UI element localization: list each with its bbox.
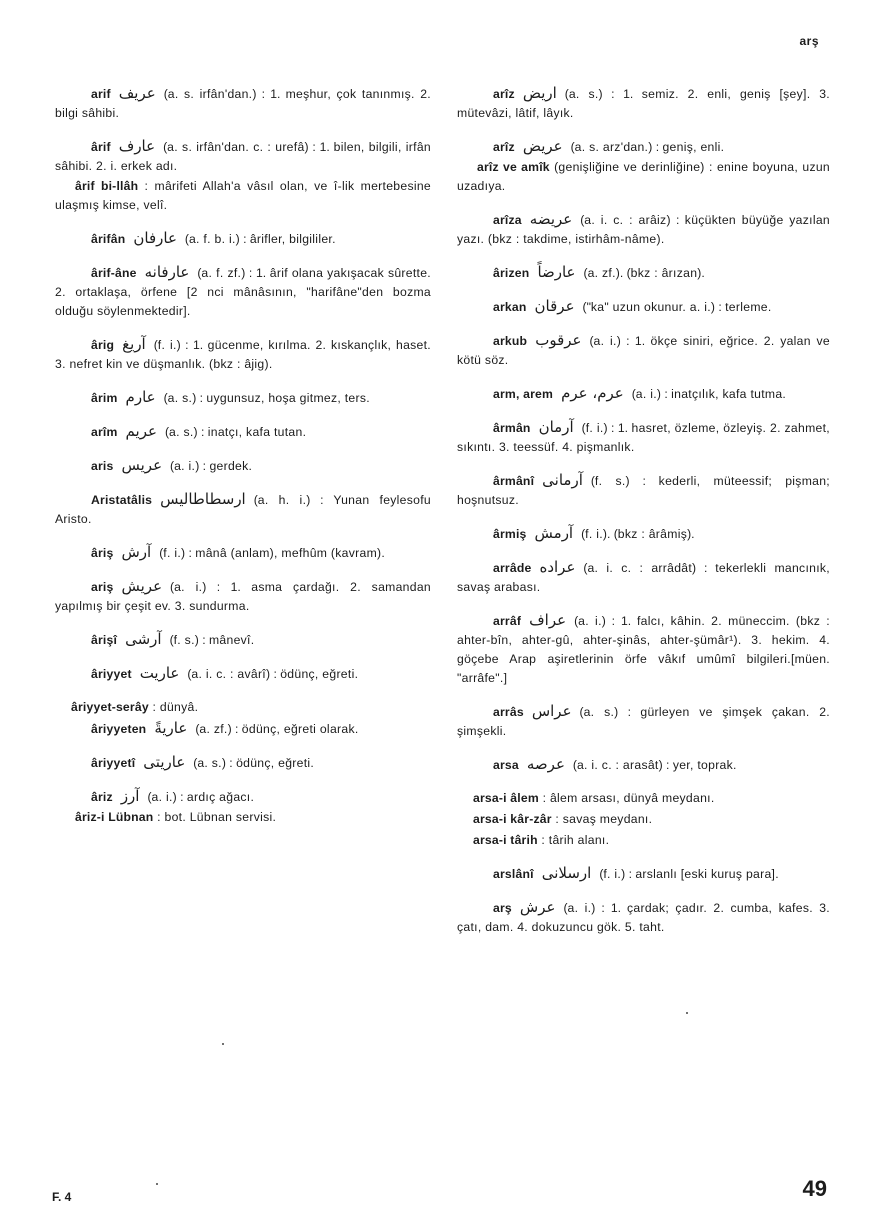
entry-ottoman-script: ارسلانی xyxy=(541,864,592,882)
dictionary-entry xyxy=(457,611,830,688)
running-head: arş xyxy=(799,34,819,48)
entry-headword: arîz ve amîk xyxy=(477,160,550,174)
dictionary-entry xyxy=(457,331,830,370)
entry-definition: (f. s.) : kederli, müteessif; pişman; hoşnutsuz. xyxy=(457,474,830,507)
dictionary-entry xyxy=(55,263,431,321)
entry-headword: arkan xyxy=(493,300,527,314)
entry-ottoman-script: عرش xyxy=(519,898,556,916)
speck-mark xyxy=(156,1183,158,1185)
entry-ottoman-script: عارضاً xyxy=(537,263,576,281)
dictionary-entry xyxy=(55,335,431,374)
entry-headword: ârim xyxy=(91,391,118,405)
entry-definition: (a. f. b. i.) : ârifler, bilgililer. xyxy=(184,232,336,246)
entry-ottoman-script: عریش xyxy=(121,577,163,595)
entry-definition: (f. i.) : mânâ (anlam), mefhûm (kavram). xyxy=(159,546,386,560)
entry-definition: (a. i. c. : arrâdât) : tekerlekli mancınık, savaş arabası. xyxy=(457,561,830,594)
dictionary-entry xyxy=(55,787,431,807)
entry-definition: (f. i.) : 1. hasret, özleme, özleyiş. 2. zahmet, sıkıntı. 3. teessüf. 4. pişmanlık. xyxy=(457,421,830,454)
entry-definition: (a. i. c. : arasât) : yer, toprak. xyxy=(572,758,737,772)
entry-headword: âriyyet-serây xyxy=(71,700,149,714)
dictionary-entry xyxy=(55,229,431,249)
dictionary-entry xyxy=(457,263,830,283)
entry-headword: âriz xyxy=(91,790,113,804)
entry-headword: ârmân xyxy=(493,421,531,435)
entry-ottoman-script: ارسطاطالیس xyxy=(160,490,246,508)
entry-ottoman-script: عاریت xyxy=(139,664,180,682)
entry-definition: : savaş meydanı. xyxy=(555,812,653,826)
entry-headword: arîm xyxy=(91,425,118,439)
dictionary-entry xyxy=(457,297,830,317)
entry-headword: arş xyxy=(493,901,512,915)
dictionary-entry xyxy=(457,702,830,741)
entry-definition: (a. i.) : 1. falcı, kâhin. 2. müneccim. (bkz : ahter-bîn, ahter-gû, ahter-şinâs, ahter-şümâr¹). 3. hekim. 4. göçebe Arap aşiretlerinin örfe vâkıf umûmî bilgileri.[müen. "arrâfe".] xyxy=(457,614,830,685)
entry-headword: ârmiş xyxy=(493,527,527,541)
entry-headword: ârig xyxy=(91,338,115,352)
entry-definition: : mârifeti Allah'a vâsıl olan, ve î-lik mertebesine ulaşmış kimse, velî. xyxy=(55,179,432,212)
entry-definition: ("ka" uzun okunur. a. i.) : terleme. xyxy=(582,300,772,314)
entry-definition: (a. i. c. : avârî) : ödünç, eğreti. xyxy=(187,667,359,681)
entry-headword: ârif-âne xyxy=(91,266,137,280)
entry-headword: arîz xyxy=(493,87,515,101)
printer-signature: F. 4 xyxy=(52,1190,72,1204)
entry-ottoman-script: آرش xyxy=(121,543,152,561)
entry-definition: (a. h. i.) : Yunan feylesofu Aristo. xyxy=(55,493,431,526)
entry-definition: (a. s.) : 1. semiz. 2. enli, geniş [şey]. 3. mütevâzi, lâtif, lâyık. xyxy=(457,87,830,120)
entry-ottoman-script: آریغ xyxy=(122,335,146,353)
dictionary-entry xyxy=(55,630,431,650)
entry-ottoman-script: عارم xyxy=(125,388,156,406)
entry-headword: ârişî xyxy=(91,633,118,647)
dictionary-entry xyxy=(457,524,830,544)
entry-definition: (a. i.) : 1. çardak; çadır. 2. cumba, kafes. 3. çatı, dam. 4. dokuzuncu gök. 5. taht. xyxy=(457,901,830,934)
entry-definition: (a. f. zf.) : 1. ârif olana yakışacak sûrette. 2. ortaklaşa, örfene [2 nci mânâsının, "harifâne"den bozma olduğu söylenmektedir]. xyxy=(55,266,431,318)
page-number: 49 xyxy=(802,1176,827,1201)
entry-definition: (genişliğine ve derinliğine) : enine boyuna, uzun uzadıya. xyxy=(457,160,830,193)
entry-definition: (a. zf.) : ödünç, eğreti olarak. xyxy=(195,722,359,736)
entry-headword: arsa-i âlem xyxy=(473,791,539,805)
entry-definition: (f. i.) : 1. gücenme, kırılma. 2. kıskançlık, haset. 3. nefret kin ve düşmanlık. (bkz : âjig). xyxy=(55,338,431,371)
entry-headword: âriş xyxy=(91,546,114,560)
left-column xyxy=(55,84,431,841)
entry-headword: arrâde xyxy=(493,561,532,575)
entry-ottoman-script: عراده xyxy=(539,558,576,576)
entry-definition: (a. s.) : uygunsuz, hoşa gitmez, ters. xyxy=(163,391,370,405)
entry-ottoman-script: عراس xyxy=(531,702,572,720)
entry-definition: : âlem arsası, dünyâ meydanı. xyxy=(542,791,715,805)
entry-headword: ârif bi-llâh xyxy=(75,179,139,193)
entry-headword: âriyyet xyxy=(91,667,132,681)
dictionary-entry xyxy=(55,388,431,408)
entry-headword: arsa xyxy=(493,758,519,772)
entry-headword: arîza xyxy=(493,213,522,227)
entry-ottoman-script: عاریتی xyxy=(143,753,186,771)
dictionary-entry xyxy=(457,558,830,597)
dictionary-entry xyxy=(55,577,431,616)
entry-definition: (a. i.) : 1. ökçe siniri, eğrice. 2. yalan ve kötü söz. xyxy=(457,334,830,367)
dictionary-entry xyxy=(55,808,431,827)
entry-headword: aris xyxy=(91,459,114,473)
dictionary-entry xyxy=(55,753,431,773)
entry-ottoman-script: عریم xyxy=(125,422,157,440)
dictionary-entry xyxy=(55,698,431,717)
entry-definition: (a. s. irfân'dan. c. : urefâ) : 1. bilen, bilgili, irfân sâhibi. 2. i. erkek adı. xyxy=(55,140,431,173)
entry-ottoman-script: عرقوب xyxy=(535,331,582,349)
entry-ottoman-script: آرز xyxy=(120,787,140,805)
entry-headword: arsa-i kâr-zâr xyxy=(473,812,552,826)
entry-headword: arif xyxy=(91,87,111,101)
dictionary-entry xyxy=(55,719,431,739)
entry-headword: arrâf xyxy=(493,614,522,628)
entry-ottoman-script: اریض xyxy=(522,84,557,102)
entry-definition: (f. i.). (bkz : ârâmiş). xyxy=(581,527,695,541)
dictionary-entry xyxy=(457,158,830,196)
entry-ottoman-script: عریف xyxy=(118,84,156,102)
entry-headword: arm, arem xyxy=(493,387,554,401)
entry-ottoman-script: عارفان xyxy=(133,229,177,247)
entry-headword: âriyyeten xyxy=(91,722,147,736)
entry-definition: : târih alanı. xyxy=(541,833,610,847)
entry-definition: (f. s.) : mânevî. xyxy=(169,633,255,647)
dictionary-entry xyxy=(457,789,830,808)
entry-definition: (a. i.) : inatçılık, kafa tutma. xyxy=(631,387,787,401)
entry-ottoman-script: عرم، عرم xyxy=(561,384,624,402)
entry-ottoman-script: عریس xyxy=(121,456,163,474)
dictionary-entry xyxy=(55,664,431,684)
dictionary-entry xyxy=(457,210,830,249)
speck-mark xyxy=(686,1012,688,1014)
dictionary-entry xyxy=(457,831,830,850)
dictionary-entry xyxy=(55,84,431,123)
right-column xyxy=(457,84,830,951)
entry-headword: âriz-i Lübnan xyxy=(75,810,154,824)
entry-definition: (a. s.) : inatçı, kafa tutan. xyxy=(164,425,307,439)
entry-definition: : bot. Lübnan servisi. xyxy=(157,810,277,824)
dictionary-entry xyxy=(457,84,830,123)
entry-ottoman-script: عارف xyxy=(118,137,156,155)
entry-headword: arîz xyxy=(493,140,515,154)
dictionary-entry xyxy=(457,864,830,884)
entry-definition: : dünyâ. xyxy=(152,700,199,714)
entry-headword: ârif xyxy=(91,140,111,154)
entry-ottoman-script: عارفانه xyxy=(144,263,190,281)
entry-definition: (a. i.) : ardıç ağacı. xyxy=(147,790,255,804)
entry-definition: (a. s.) : gürleyen ve şimşek çakan. 2. şimşekli. xyxy=(457,705,830,738)
entry-headword: arsa-i târih xyxy=(473,833,538,847)
entry-headword: arslânî xyxy=(493,867,534,881)
dictionary-entry xyxy=(457,471,830,510)
entry-headword: ârmânî xyxy=(493,474,535,488)
entry-definition: (a. s. irfân'dan.) : 1. meşhur, çok tanınmış. 2. bilgi sâhibi. xyxy=(55,87,431,120)
entry-headword: ârizen xyxy=(493,266,530,280)
entry-definition: (a. s. arz'dan.) : geniş, enli. xyxy=(570,140,725,154)
entry-ottoman-script: آرمش xyxy=(534,524,574,542)
dictionary-entry xyxy=(457,137,830,157)
entry-definition: (a. s.) : ödünç, eğreti. xyxy=(193,756,315,770)
entry-headword: Aristatâlis xyxy=(91,493,153,507)
dictionary-entry xyxy=(457,384,830,404)
entry-headword: ariş xyxy=(91,580,114,594)
dictionary-entry xyxy=(457,755,830,775)
dictionary-entry xyxy=(457,810,830,829)
entry-ottoman-script: عرصه xyxy=(526,755,565,773)
dictionary-entry xyxy=(55,177,431,215)
dictionary-entry xyxy=(55,422,431,442)
entry-definition: (f. i.) : arslanlı [eski kuruş para]. xyxy=(599,867,779,881)
entry-headword: arrâs xyxy=(493,705,524,719)
entry-definition: (a. i. c. : arâiz) : küçükten büyüğe yazılan yazı. (bkz : takdime, istirhâm-nâme). xyxy=(457,213,830,246)
entry-definition: (a. i.) : gerdek. xyxy=(170,459,253,473)
entry-headword: ârifân xyxy=(91,232,126,246)
entry-ottoman-script: عریض xyxy=(522,137,563,155)
entry-ottoman-script: عراف xyxy=(529,611,567,629)
dictionary-entry xyxy=(55,543,431,563)
entry-definition: (a. zf.). (bkz : ârızan). xyxy=(583,266,705,280)
entry-ottoman-script: عرقان xyxy=(534,297,575,315)
dictionary-entry xyxy=(55,490,431,529)
dictionary-entry xyxy=(55,456,431,476)
dictionary-entry xyxy=(457,418,830,457)
entry-headword: âriyyetî xyxy=(91,756,136,770)
dictionary-entry xyxy=(55,137,431,176)
entry-definition: (a. i.) : 1. asma çardağı. 2. samandan yapılmış bir çeşit ev. 3. sundurma. xyxy=(55,580,431,613)
entry-ottoman-script: آرمان xyxy=(538,418,574,436)
dictionary-entry xyxy=(457,898,830,937)
speck-mark xyxy=(222,1043,224,1045)
entry-ottoman-script: آرشی xyxy=(125,630,162,648)
entry-headword: arkub xyxy=(493,334,528,348)
entry-ottoman-script: عریضه xyxy=(529,210,573,228)
entry-ottoman-script: عاریةً xyxy=(154,719,188,737)
entry-ottoman-script: آرمانی xyxy=(542,471,583,489)
